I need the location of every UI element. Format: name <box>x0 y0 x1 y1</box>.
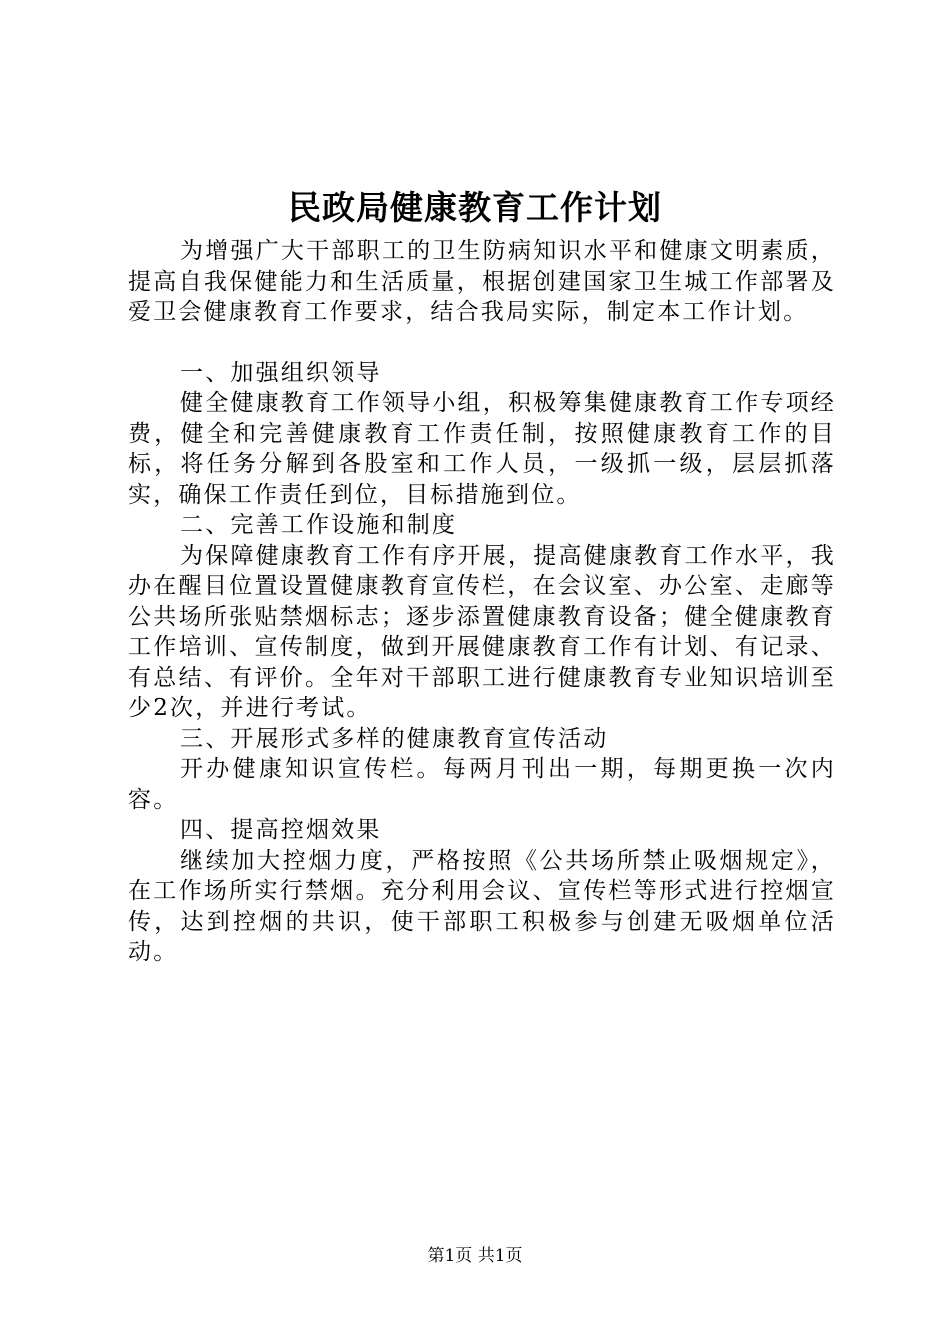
intro-paragraph: 为增强广大干部职工的卫生防病知识水平和健康文明素质，提高自我保健能力和生活质量，根据创建国家卫生城工作部署及爱卫会健康教育工作要求，结合我局实际，制定本工作计划。 <box>128 238 836 325</box>
section-1-heading: 一、加强组织领导 <box>180 359 382 386</box>
page-footer: 第1页 共1页 <box>427 1246 523 1266</box>
document-title: 民政局健康教育工作计划 <box>288 188 662 227</box>
section-2-body: 为保障健康教育工作有序开展，提高健康教育工作水平，我办在醒目位置设置健康教育宣传栏，在会议室、办公室、走廊等公共场所张贴禁烟标志；逐步添置健康教育设备；健全健康教育工作培训、宣传制度，做到开展健康教育工作有计划、有记录、有总结、有评价。全年对干部职工进行健康教育专业知识培训至少2次，并进行考试。 <box>128 542 836 721</box>
document-body <box>128 236 836 968</box>
section-3-body: 开办健康知识宣传栏。每两月刊出一期，每期更换一次内容。 <box>128 756 836 813</box>
section-3-heading: 三、开展形式多样的健康教育宣传活动 <box>180 725 609 752</box>
section-4-heading: 四、提高控烟效果 <box>180 817 382 843</box>
section-1-body: 健全健康教育工作领导小组，积极筹集健康教育工作专项经费，健全和完善健康教育工作责任制，按照健康教育工作的目标，将任务分解到各股室和工作人员，一级抓一级，层层抓落实，确保工作责任到位，目标措施到位。 <box>128 390 836 508</box>
paragraph-spacer <box>128 328 836 358</box>
section-4-body: 继续加大控烟力度，严格按照《公共场所禁止吸烟规定》，在工作场所实行禁烟。充分利用会议、宣传栏等形式进行控烟宣传，达到控烟的共识，使干部职工积极参与创建无吸烟单位活动。 <box>128 847 836 965</box>
section-2-heading: 二、完善工作设施和制度 <box>180 512 458 538</box>
